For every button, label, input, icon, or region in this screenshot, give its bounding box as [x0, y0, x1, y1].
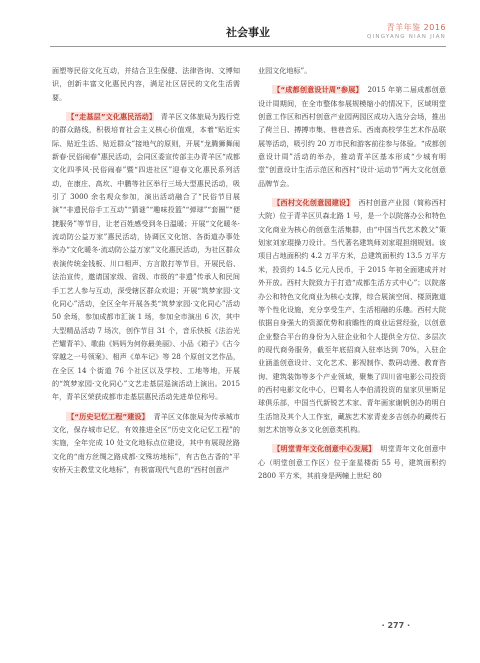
- paragraph: 业园文化地标”。: [258, 66, 312, 75]
- yearbook-subtitle: QINGYANG NIAN JIAN: [367, 34, 446, 40]
- entry-heading: 【“成都创意设计周”参展】: [273, 85, 360, 95]
- entry-heading: 【明堂青年文化创意中心发展】: [273, 444, 373, 454]
- right-column: [258, 64, 446, 488]
- entry-heading: 【西村文化创意园建设】: [273, 198, 351, 208]
- paragraph: 面塑等民俗文化互动，并结合卫生保健、法律咨询、文博知识，创新丰富文化惠民内容，满足社区居民的文化生活需要。: [52, 66, 240, 102]
- entry-body: 青羊区文体旅局为践行党的群众路线，积极培育社会主义核心价值观，本着“贴近实际、贴近生活、贴近群众”接地气的原则，开展“龙腾狮舞闹新春·民俗闹春”惠民活动，会同区委宣传部主办青羊区“成都文化四季风·民俗闹春”暨“四进社区”迎春文化惠民系列活动，在康庄、高坎、中鹏等社区举行三场大型惠民活动，吸引了 3000 余名观众参加，演出活动融合了“民俗节目展演”“非遗民俗手工互动”“猜谜”“趣味投篮”“弹球”“套圈”“便捷服务”等节目，让老百姓感受到冬日温暖；开展“文化暖冬·流动防公益万家”惠民活动，协调区文化馆、各街道办事处举办“文化暖冬·流动防公益万家”文化惠民活动，为社区群众表演传统金钱板、川口相声、方言散打等节目，开展民俗、法治宣传，邀请国家级、省级、市级的“非遗”传承人和民间手工艺人参与互动，深受辖区群众欢迎；开展“筑梦家园·文化同心”活动，全区全年开展各类“筑梦家园·文化同心”活动 50 余场，参加成都市汇演 1 场，参加全市演出 6 次，其中大型精品活动 7 场次，创作节目 31 个，音乐快板《法治光芒耀青羊》、歌曲《妈妈为何你最美丽》、小品《箱子》《古今穿越之一号领案》、相声《单车记》等 28 个原创文艺作品，在全区 14 个街道 76 个社区以及学校、工地等地，开展的“筑梦家园·文化同心”文艺走基层巡演活动上演出。2015 年，青羊区荣获成都市走基层惠民活动先进单位称号。: [52, 112, 241, 402]
- running-header: [50, 20, 446, 48]
- article-entry: [258, 442, 446, 482]
- article-entry: [52, 410, 240, 477]
- entry-body: 西村创意产业园（简称西村大院）位于青羊区贝森北路 1 号，是一个以院落办公和特色文化商业为核心的创意生活集群，由“中国当代艺术教父”策划家刘家琨操刀设计。当代著名建筑师刘家琨担纲规划。该项目占地面积约 4.2 万平方米，总建筑面积约 13.5 万平方米，投资约 14.5 亿元人民币，于 2015 年初全面建成并对外开放。西村大院致力于打造“成都生活方式中心”；以院落办公和特色文化商业为核心支撑，综合展演空间、楼顶跑道等个性化设施，充分享受生产、生活相融的乐趣。西村大院依据自身强大的资源优势和前瞻性的商业运营经验，以创意企业整合平台的身份为入驻企业和个人提供全方位、多层次的现代商务服务，截至年底招商入驻率达到 70%，入驻企业涵盖创意设计、文化艺术、影视制作、数码动漫、教育咨询、建筑装饰等多个产业领域，聚集了四川省电影公司投资的西村电影文化中心，巴蜀名人李伯清投资的皇家贝里斯足球俱乐部，中国当代新锐艺术家、青年画家谢帆创办的明白生活馆及其个人工作室，藏族艺术家青麦多吉创办的藏传石刻艺术馆等众多文化创意类机构。: [258, 198, 447, 434]
- left-column: [52, 64, 240, 482]
- article-entry: [52, 110, 240, 404]
- yearbook-brand: 青羊年鉴 2016: [386, 23, 446, 32]
- header-divider: [50, 46, 446, 47]
- entry-heading: 【“历史记忆工程”建设】: [67, 411, 146, 421]
- page-number: · 277 ·: [381, 621, 410, 630]
- entry-body: 明堂青年文化创意中心（明堂创意工作区）位于奎星楼街 55 号，建筑面积约 2800 平方米，其前身是两幢上世纪 80: [258, 444, 446, 480]
- entry-body: 青羊区文体旅局为传承城市文化，保存城市记忆，有效推进全区“历史文化记忆工程”的实施，全年完成 10 处文化地标点位建设，其中有展现丝路文化的“南方丝绸之路成都·文殊坊地标”，有古色古香的“平安桥天主教堂文化地标”，有极富现代气息的“西村创意产: [52, 411, 240, 474]
- article-entry: [258, 83, 446, 190]
- entry-heading: 【“走基层”文化惠民活动】: [67, 112, 153, 122]
- article-entry: [258, 196, 446, 436]
- section-title: 社会事业: [226, 26, 270, 39]
- entry-body: 2015 年第二届成都创意设计周期间，在全市整体参展规模缩小的情况下，区域明堂创意工作区和西村创意产业园两园区成功入选分会场，推出了荷兰日、搏搏市集、巷巷音乐、西南高校学生艺术作品联展等活动，吸引约 20 万市民和游客前往参与体验。“成都创意设计周”活动的举办，推动青羊区基本形成“少城有明堂”创意设计生活示范区和西村“设计·运动节”两大文化创意品牌节会。: [258, 85, 446, 188]
